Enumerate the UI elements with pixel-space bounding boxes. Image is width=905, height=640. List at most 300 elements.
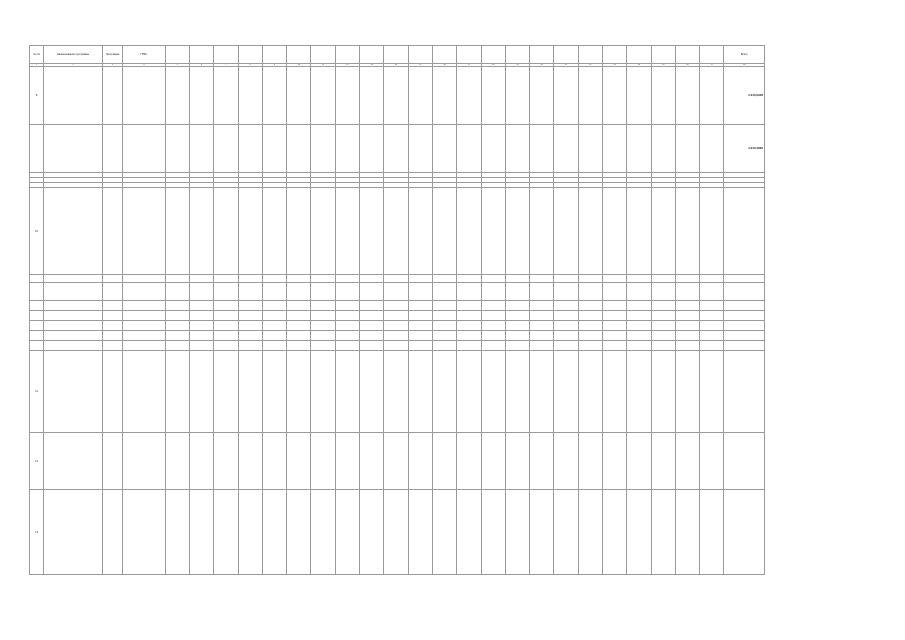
value-cell bbox=[602, 188, 626, 275]
value-cell bbox=[335, 125, 359, 173]
value-cell bbox=[602, 283, 626, 301]
value-cell bbox=[214, 125, 238, 173]
value-cell bbox=[384, 283, 408, 301]
value-cell bbox=[384, 311, 408, 321]
value-cell bbox=[578, 351, 602, 433]
value-cell bbox=[335, 188, 359, 275]
value-cell bbox=[262, 490, 286, 575]
table-row bbox=[30, 331, 765, 341]
column-header bbox=[675, 46, 699, 64]
value-cell bbox=[287, 67, 311, 125]
value-cell bbox=[457, 188, 481, 275]
value-cell bbox=[505, 490, 529, 575]
value-cell bbox=[165, 433, 189, 490]
value-cell bbox=[335, 490, 359, 575]
value-cell bbox=[360, 321, 384, 331]
column-number: 13 bbox=[360, 64, 384, 67]
value-cell bbox=[360, 275, 384, 283]
value-cell bbox=[457, 311, 481, 321]
value-cell bbox=[578, 275, 602, 283]
value-cell bbox=[481, 301, 505, 311]
value-cell bbox=[408, 188, 432, 275]
value-cell bbox=[481, 283, 505, 301]
value-cell bbox=[554, 433, 578, 490]
column-number: 22 bbox=[578, 64, 602, 67]
value-cell bbox=[627, 311, 651, 321]
value-cell bbox=[505, 311, 529, 321]
value-cell bbox=[457, 433, 481, 490]
row-number bbox=[30, 283, 44, 301]
column-number: 14 bbox=[384, 64, 408, 67]
column-number: 17 bbox=[457, 64, 481, 67]
program-name bbox=[44, 311, 103, 321]
value-cell bbox=[530, 275, 554, 283]
program-grbs bbox=[123, 351, 166, 433]
value-cell bbox=[262, 321, 286, 331]
row-total bbox=[724, 331, 765, 341]
value-cell bbox=[481, 275, 505, 283]
column-header: Наименование программы bbox=[44, 46, 103, 64]
value-cell bbox=[700, 283, 724, 301]
row-total bbox=[724, 351, 765, 433]
value-cell bbox=[602, 321, 626, 331]
value-cell bbox=[554, 341, 578, 351]
value-cell bbox=[554, 351, 578, 433]
value-cell bbox=[481, 331, 505, 341]
value-cell bbox=[214, 321, 238, 331]
value-cell bbox=[311, 321, 335, 331]
value-cell bbox=[408, 341, 432, 351]
table-row bbox=[30, 67, 765, 125]
row-total bbox=[724, 275, 765, 283]
value-cell bbox=[335, 341, 359, 351]
value-cell bbox=[505, 341, 529, 351]
value-cell bbox=[651, 67, 675, 125]
value-cell bbox=[675, 283, 699, 301]
value-cell bbox=[700, 275, 724, 283]
program-code bbox=[102, 331, 122, 341]
value-cell bbox=[214, 311, 238, 321]
column-header bbox=[457, 46, 481, 64]
value-cell bbox=[627, 283, 651, 301]
value-cell bbox=[651, 188, 675, 275]
value-cell bbox=[554, 275, 578, 283]
value-cell bbox=[189, 321, 213, 331]
value-cell bbox=[578, 188, 602, 275]
row-number: 10 bbox=[30, 188, 44, 275]
value-cell bbox=[554, 301, 578, 311]
value-cell bbox=[554, 283, 578, 301]
value-cell bbox=[675, 490, 699, 575]
value-cell bbox=[287, 490, 311, 575]
column-number: 16 bbox=[432, 64, 456, 67]
column-header: № п/п bbox=[30, 46, 44, 64]
column-number: 28 bbox=[724, 64, 765, 67]
value-cell bbox=[214, 341, 238, 351]
column-header bbox=[189, 46, 213, 64]
value-cell bbox=[408, 331, 432, 341]
column-number: 26 bbox=[675, 64, 699, 67]
value-cell bbox=[384, 125, 408, 173]
value-cell bbox=[432, 275, 456, 283]
value-cell bbox=[360, 433, 384, 490]
value-cell bbox=[408, 311, 432, 321]
value-cell bbox=[189, 125, 213, 173]
value-cell bbox=[627, 351, 651, 433]
column-number: 4 bbox=[123, 64, 166, 67]
value-cell bbox=[335, 433, 359, 490]
value-cell bbox=[408, 321, 432, 331]
column-header: Всего bbox=[724, 46, 765, 64]
value-cell bbox=[627, 275, 651, 283]
value-cell bbox=[165, 311, 189, 321]
value-cell bbox=[530, 283, 554, 301]
value-cell bbox=[675, 331, 699, 341]
value-cell bbox=[627, 331, 651, 341]
row-total: 4 943,9028 bbox=[724, 67, 765, 125]
value-cell bbox=[530, 331, 554, 341]
value-cell bbox=[360, 490, 384, 575]
program-grbs bbox=[123, 311, 166, 321]
table-row bbox=[30, 275, 765, 283]
value-cell bbox=[311, 67, 335, 125]
value-cell bbox=[602, 311, 626, 321]
program-grbs bbox=[123, 433, 166, 490]
value-cell bbox=[287, 311, 311, 321]
value-cell bbox=[311, 351, 335, 433]
value-cell bbox=[432, 321, 456, 331]
program-name bbox=[44, 125, 103, 173]
value-cell bbox=[165, 331, 189, 341]
program-grbs bbox=[123, 490, 166, 575]
value-cell bbox=[481, 351, 505, 433]
value-cell bbox=[384, 490, 408, 575]
column-number: 8 bbox=[238, 64, 262, 67]
value-cell bbox=[457, 301, 481, 311]
value-cell bbox=[505, 67, 529, 125]
row-number: 11 bbox=[30, 351, 44, 433]
program-grbs bbox=[123, 321, 166, 331]
value-cell bbox=[238, 283, 262, 301]
value-cell bbox=[287, 341, 311, 351]
value-cell bbox=[311, 341, 335, 351]
program-name bbox=[44, 321, 103, 331]
value-cell bbox=[505, 331, 529, 341]
value-cell bbox=[287, 188, 311, 275]
column-header bbox=[554, 46, 578, 64]
program-code bbox=[102, 433, 122, 490]
program-grbs bbox=[123, 188, 166, 275]
value-cell bbox=[481, 490, 505, 575]
value-cell bbox=[238, 275, 262, 283]
row-number bbox=[30, 275, 44, 283]
value-cell bbox=[311, 301, 335, 311]
value-cell bbox=[360, 188, 384, 275]
table-row bbox=[30, 311, 765, 321]
value-cell bbox=[384, 321, 408, 331]
value-cell bbox=[238, 433, 262, 490]
value-cell bbox=[165, 283, 189, 301]
value-cell bbox=[700, 311, 724, 321]
value-cell bbox=[627, 125, 651, 173]
table-row bbox=[30, 433, 765, 490]
value-cell bbox=[214, 490, 238, 575]
value-cell bbox=[165, 341, 189, 351]
column-header: Программа bbox=[102, 46, 122, 64]
row-number bbox=[30, 321, 44, 331]
column-header bbox=[384, 46, 408, 64]
value-cell bbox=[578, 125, 602, 173]
value-cell bbox=[214, 351, 238, 433]
value-cell bbox=[311, 275, 335, 283]
column-header bbox=[578, 46, 602, 64]
value-cell bbox=[651, 331, 675, 341]
value-cell bbox=[505, 275, 529, 283]
value-cell bbox=[335, 67, 359, 125]
column-header bbox=[335, 46, 359, 64]
value-cell bbox=[165, 67, 189, 125]
value-cell bbox=[602, 301, 626, 311]
program-name bbox=[44, 67, 103, 125]
value-cell bbox=[408, 351, 432, 433]
column-number: 10 bbox=[287, 64, 311, 67]
value-cell bbox=[457, 331, 481, 341]
value-cell bbox=[262, 67, 286, 125]
value-cell bbox=[384, 275, 408, 283]
value-cell bbox=[165, 321, 189, 331]
value-cell bbox=[262, 125, 286, 173]
column-number: 3 bbox=[102, 64, 122, 67]
value-cell bbox=[675, 275, 699, 283]
value-cell bbox=[287, 351, 311, 433]
value-cell bbox=[457, 275, 481, 283]
value-cell bbox=[578, 341, 602, 351]
column-header bbox=[311, 46, 335, 64]
value-cell bbox=[189, 341, 213, 351]
value-cell bbox=[189, 283, 213, 301]
column-number: 24 bbox=[627, 64, 651, 67]
value-cell bbox=[408, 125, 432, 173]
value-cell bbox=[651, 301, 675, 311]
row-total bbox=[724, 283, 765, 301]
value-cell bbox=[311, 125, 335, 173]
value-cell bbox=[505, 321, 529, 331]
program-grbs bbox=[123, 275, 166, 283]
value-cell bbox=[481, 321, 505, 331]
value-cell bbox=[578, 331, 602, 341]
value-cell bbox=[578, 433, 602, 490]
value-cell bbox=[384, 351, 408, 433]
value-cell bbox=[602, 275, 626, 283]
value-cell bbox=[311, 331, 335, 341]
value-cell bbox=[311, 490, 335, 575]
column-number: 23 bbox=[602, 64, 626, 67]
value-cell bbox=[165, 490, 189, 575]
value-cell bbox=[530, 301, 554, 311]
value-cell bbox=[189, 301, 213, 311]
column-number: 19 bbox=[505, 64, 529, 67]
value-cell bbox=[214, 331, 238, 341]
program-name bbox=[44, 301, 103, 311]
row-total: 4 943,3996 bbox=[724, 125, 765, 173]
column-header bbox=[432, 46, 456, 64]
column-header bbox=[238, 46, 262, 64]
value-cell bbox=[360, 311, 384, 321]
value-cell bbox=[214, 275, 238, 283]
value-cell bbox=[700, 433, 724, 490]
program-name bbox=[44, 490, 103, 575]
value-cell bbox=[165, 188, 189, 275]
value-cell bbox=[287, 125, 311, 173]
value-cell bbox=[165, 125, 189, 173]
value-cell bbox=[262, 275, 286, 283]
table-row bbox=[30, 321, 765, 331]
value-cell bbox=[189, 67, 213, 125]
value-cell bbox=[287, 283, 311, 301]
value-cell bbox=[700, 351, 724, 433]
column-number: 27 bbox=[700, 64, 724, 67]
value-cell bbox=[287, 331, 311, 341]
value-cell bbox=[335, 351, 359, 433]
program-grbs bbox=[123, 283, 166, 301]
table-row bbox=[30, 301, 765, 311]
column-header: ГРБС bbox=[123, 46, 166, 64]
value-cell bbox=[457, 67, 481, 125]
column-number: 21 bbox=[554, 64, 578, 67]
program-name bbox=[44, 331, 103, 341]
value-cell bbox=[481, 125, 505, 173]
value-cell bbox=[189, 433, 213, 490]
value-cell bbox=[287, 433, 311, 490]
value-cell bbox=[457, 341, 481, 351]
column-header bbox=[651, 46, 675, 64]
value-cell bbox=[384, 433, 408, 490]
value-cell bbox=[602, 351, 626, 433]
value-cell bbox=[408, 490, 432, 575]
value-cell bbox=[238, 67, 262, 125]
value-cell bbox=[530, 351, 554, 433]
value-cell bbox=[214, 283, 238, 301]
value-cell bbox=[505, 188, 529, 275]
value-cell bbox=[602, 433, 626, 490]
value-cell bbox=[408, 283, 432, 301]
value-cell bbox=[238, 321, 262, 331]
value-cell bbox=[481, 433, 505, 490]
value-cell bbox=[602, 331, 626, 341]
value-cell bbox=[505, 283, 529, 301]
value-cell bbox=[578, 301, 602, 311]
program-code bbox=[102, 311, 122, 321]
value-cell bbox=[238, 351, 262, 433]
row-total bbox=[724, 490, 765, 575]
value-cell bbox=[651, 321, 675, 331]
value-cell bbox=[530, 67, 554, 125]
value-cell bbox=[408, 67, 432, 125]
value-cell bbox=[675, 341, 699, 351]
value-cell bbox=[627, 341, 651, 351]
value-cell bbox=[578, 490, 602, 575]
value-cell bbox=[360, 301, 384, 311]
value-cell bbox=[189, 490, 213, 575]
value-cell bbox=[457, 283, 481, 301]
value-cell bbox=[627, 67, 651, 125]
value-cell bbox=[481, 341, 505, 351]
value-cell bbox=[432, 188, 456, 275]
value-cell bbox=[505, 301, 529, 311]
column-number: 6 bbox=[189, 64, 213, 67]
value-cell bbox=[360, 351, 384, 433]
value-cell bbox=[262, 301, 286, 311]
column-header bbox=[602, 46, 626, 64]
value-cell bbox=[457, 321, 481, 331]
column-number: 12 bbox=[335, 64, 359, 67]
value-cell bbox=[384, 341, 408, 351]
value-cell bbox=[214, 188, 238, 275]
row-number bbox=[30, 331, 44, 341]
value-cell bbox=[335, 283, 359, 301]
program-code bbox=[102, 490, 122, 575]
program-financing-table bbox=[29, 45, 765, 575]
row-number bbox=[30, 301, 44, 311]
column-header bbox=[165, 46, 189, 64]
header-row bbox=[30, 46, 765, 64]
value-cell bbox=[432, 351, 456, 433]
value-cell bbox=[481, 311, 505, 321]
value-cell bbox=[189, 331, 213, 341]
column-header bbox=[408, 46, 432, 64]
value-cell bbox=[311, 433, 335, 490]
value-cell bbox=[578, 67, 602, 125]
value-cell bbox=[530, 125, 554, 173]
value-cell bbox=[505, 433, 529, 490]
value-cell bbox=[238, 188, 262, 275]
column-number: 25 bbox=[651, 64, 675, 67]
value-cell bbox=[530, 311, 554, 321]
value-cell bbox=[481, 188, 505, 275]
value-cell bbox=[432, 301, 456, 311]
value-cell bbox=[651, 125, 675, 173]
value-cell bbox=[627, 490, 651, 575]
value-cell bbox=[457, 490, 481, 575]
value-cell bbox=[360, 67, 384, 125]
program-name bbox=[44, 351, 103, 433]
program-grbs bbox=[123, 301, 166, 311]
program-name bbox=[44, 275, 103, 283]
value-cell bbox=[335, 275, 359, 283]
value-cell bbox=[360, 331, 384, 341]
value-cell bbox=[700, 321, 724, 331]
value-cell bbox=[651, 275, 675, 283]
value-cell bbox=[262, 331, 286, 341]
table-row bbox=[30, 125, 765, 173]
value-cell bbox=[360, 125, 384, 173]
value-cell bbox=[554, 490, 578, 575]
value-cell bbox=[675, 301, 699, 311]
value-cell bbox=[675, 125, 699, 173]
column-header bbox=[214, 46, 238, 64]
value-cell bbox=[651, 351, 675, 433]
program-code bbox=[102, 351, 122, 433]
program-code bbox=[102, 321, 122, 331]
column-number: 20 bbox=[530, 64, 554, 67]
value-cell bbox=[432, 341, 456, 351]
value-cell bbox=[335, 311, 359, 321]
program-code bbox=[102, 67, 122, 125]
program-name bbox=[44, 188, 103, 275]
value-cell bbox=[432, 331, 456, 341]
value-cell bbox=[651, 341, 675, 351]
value-cell bbox=[505, 125, 529, 173]
